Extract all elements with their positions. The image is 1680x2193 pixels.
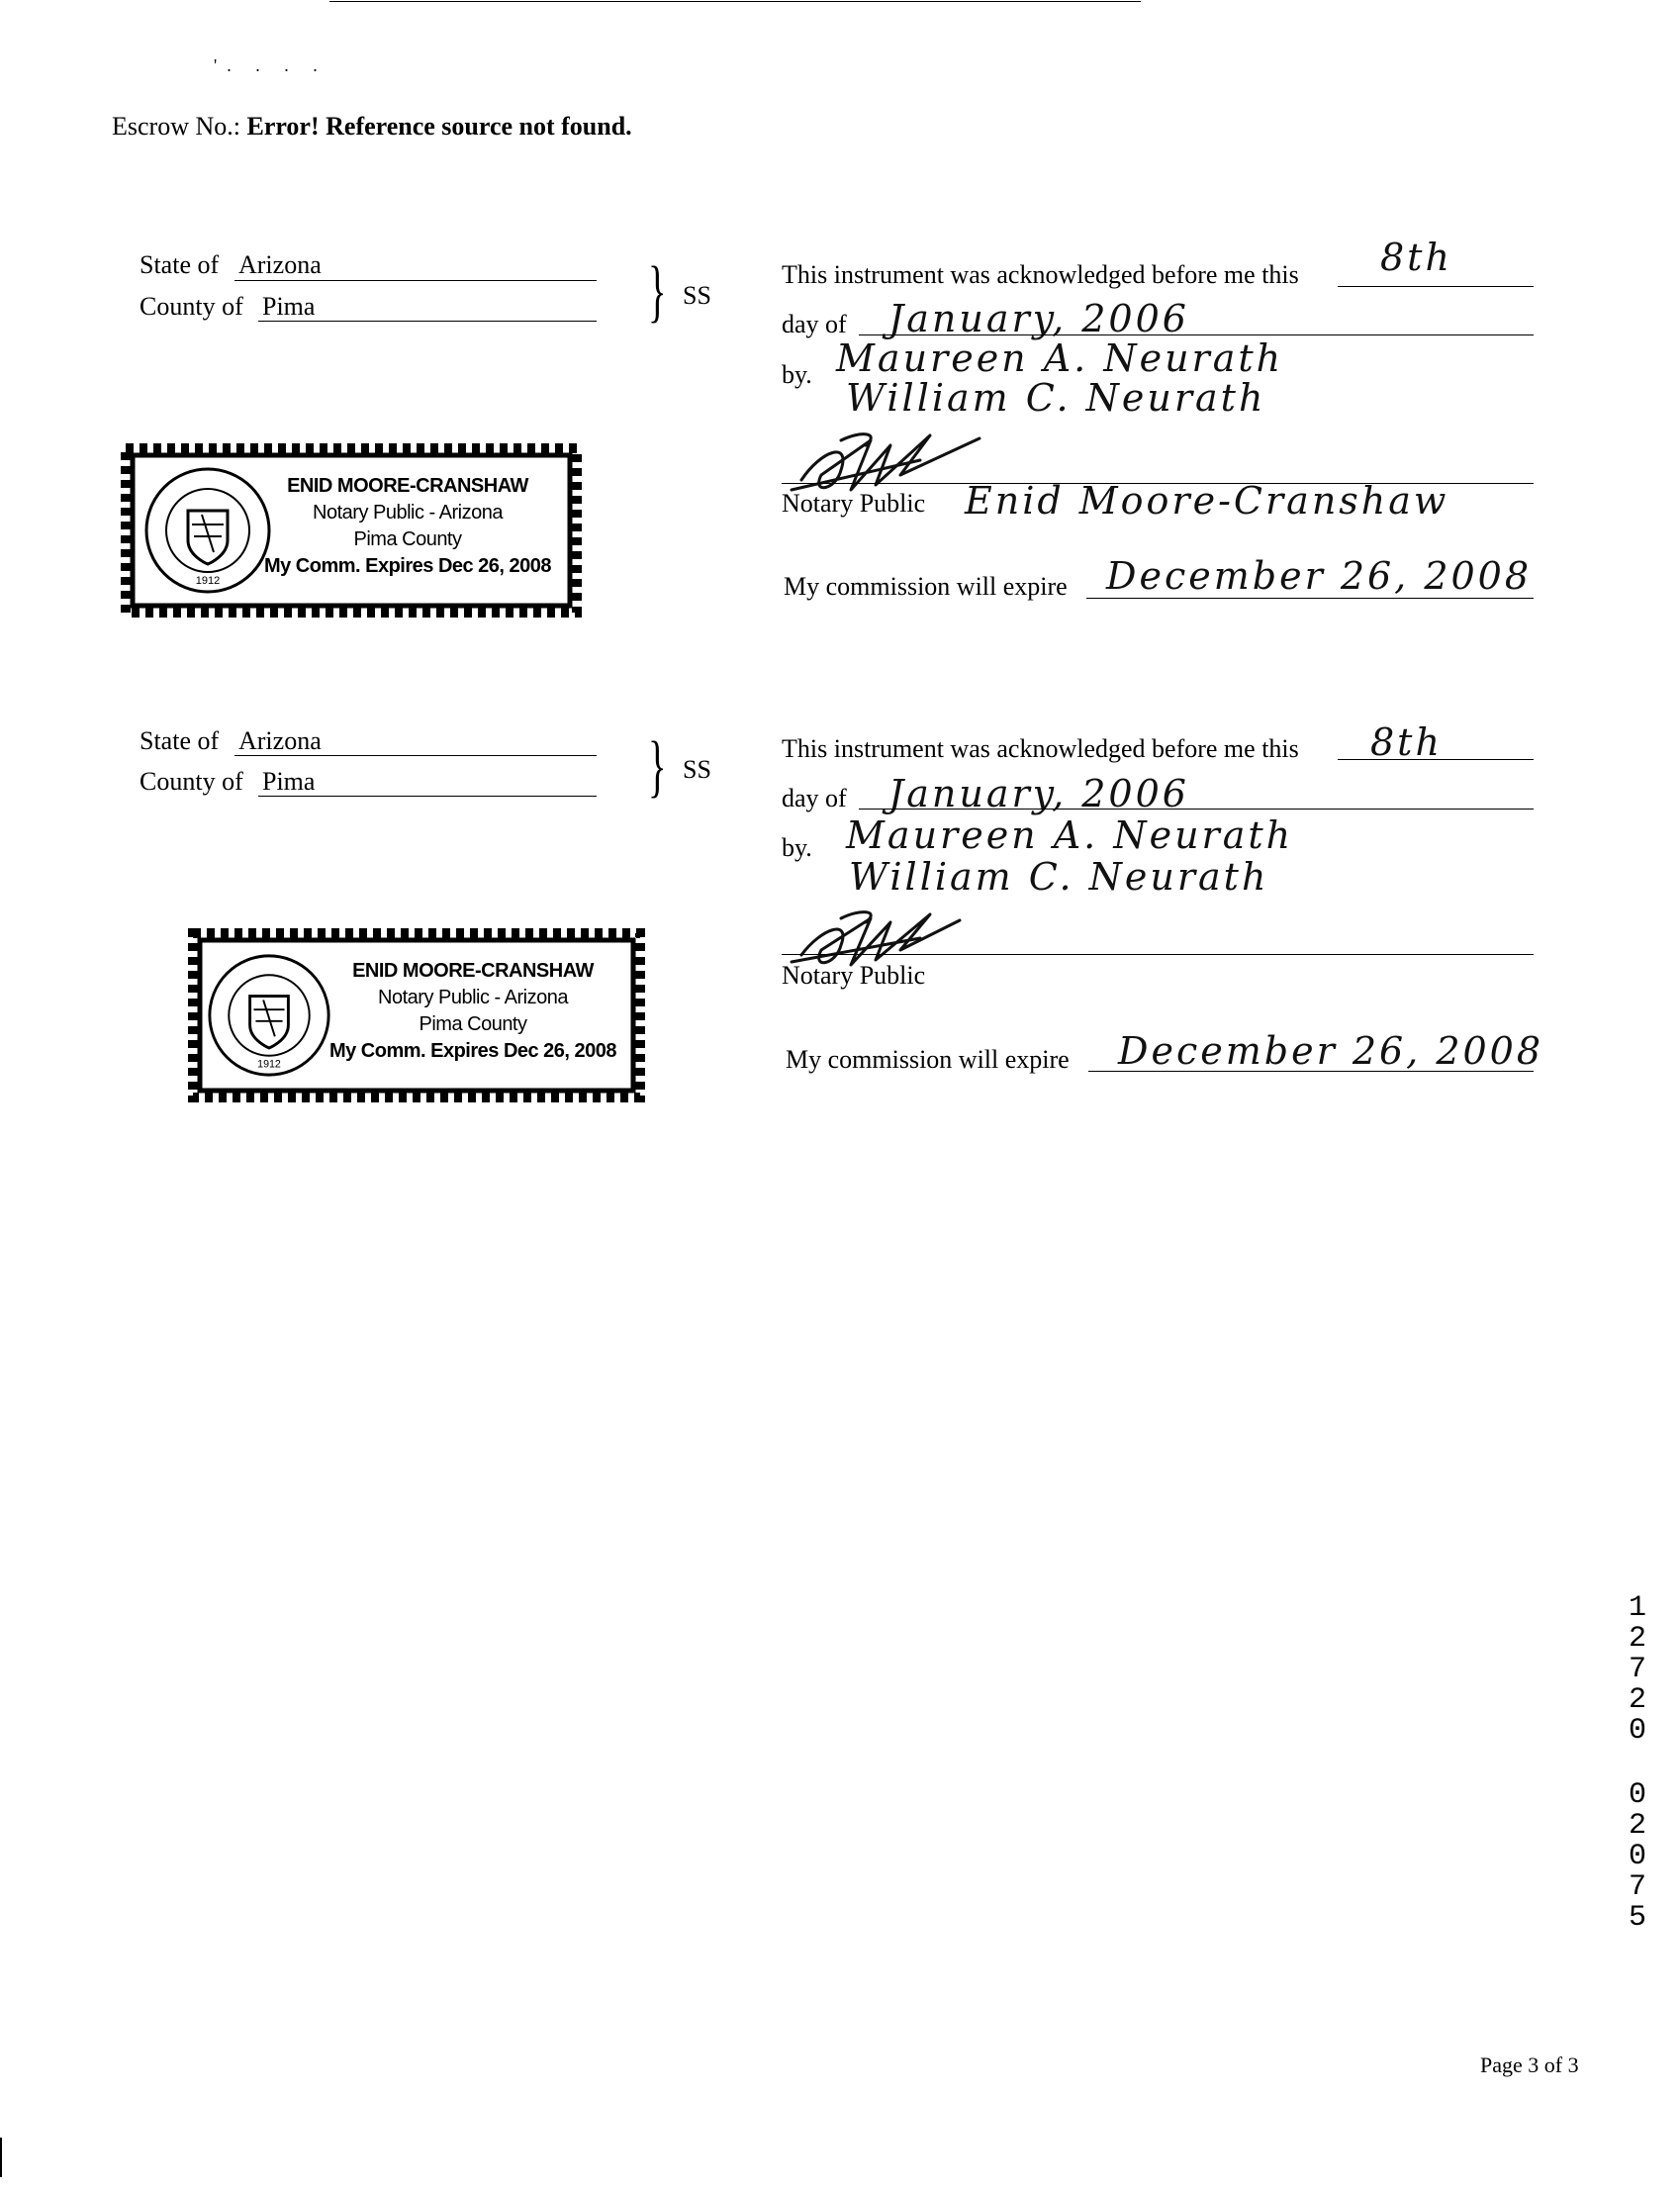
- stamp-county: Pima County: [419, 1013, 527, 1035]
- ack-day-underline: [1338, 286, 1534, 287]
- day-of-label: day of: [782, 310, 847, 338]
- state-label: State of: [140, 250, 220, 279]
- stamp-name: ENID MOORE-CRANSHAW: [352, 960, 594, 982]
- recording-digit: 1: [1628, 1591, 1646, 1625]
- recording-number: [1623, 1593, 1652, 1934]
- recording-digit: 2: [1628, 1683, 1646, 1717]
- county-label: County of: [140, 292, 243, 321]
- state-value: Arizona: [238, 726, 322, 755]
- recording-digit: 5: [1628, 1901, 1646, 1935]
- recording-digit: 0: [1628, 1778, 1646, 1812]
- county-value: Pima: [262, 292, 316, 321]
- state-seal-icon: [206, 952, 332, 1079]
- stamp-title: Notary Public - Arizona: [313, 502, 503, 524]
- county-underline: [258, 796, 597, 797]
- commission-underline: [1088, 1071, 1534, 1072]
- ack-text: This instrument was acknowledged before me this: [782, 260, 1299, 289]
- ss-label: SS: [683, 755, 711, 784]
- scan-edge-line: [329, 1, 1141, 2]
- notary-signature-line: [782, 954, 1534, 955]
- state-value: Arizona: [238, 250, 322, 279]
- scan-edge-mark: [0, 2138, 2, 2177]
- recording-digit: 7: [1628, 1870, 1646, 1904]
- commission-label: My commission will expire: [784, 572, 1068, 601]
- commission-label: My commission will expire: [786, 1045, 1070, 1074]
- day-of-handwritten: January, 2006: [888, 772, 1189, 815]
- commission-underline: [1086, 598, 1534, 599]
- state-label: State of: [140, 726, 220, 755]
- stamp-expires: My Comm. Expires Dec 26, 2008: [263, 555, 552, 577]
- ss-label: SS: [683, 281, 711, 310]
- recording-digit: 2: [1628, 1622, 1646, 1656]
- day-of-underline: [859, 809, 1534, 810]
- recording-digit: 0: [1628, 1840, 1646, 1873]
- county-value: Pima: [262, 767, 316, 796]
- commission-date-handwritten: December 26, 2008: [1106, 554, 1533, 598]
- escrow-value: Error! Reference source not found.: [246, 112, 632, 141]
- notary-public-label: Notary Public: [782, 961, 926, 990]
- by-name-2-handwritten: William C. Neurath: [849, 855, 1269, 899]
- ack-day-underline: [1338, 759, 1534, 760]
- stamp-name: ENID MOORE-CRANSHAW: [287, 475, 528, 497]
- brace: }: [648, 253, 667, 330]
- commission-date-handwritten: December 26, 2008: [1118, 1029, 1544, 1073]
- recording-digit: 2: [1628, 1809, 1646, 1843]
- by-name-1-handwritten: Maureen A. Neurath: [836, 336, 1284, 380]
- brace: }: [648, 728, 667, 805]
- day-of-underline: [859, 334, 1534, 335]
- stamp-title: Notary Public - Arizona: [378, 987, 568, 1008]
- notary-public-label: Notary Public: [782, 489, 926, 518]
- day-of-label: day of: [782, 784, 847, 812]
- escrow-header: [112, 112, 632, 142]
- escrow-label: Escrow No.:: [112, 112, 240, 141]
- by-name-2-handwritten: William C. Neurath: [846, 376, 1266, 420]
- seal-year: 1912: [195, 575, 221, 587]
- stamp-expires: My Comm. Expires Dec 26, 2008: [328, 1040, 617, 1062]
- county-label: County of: [140, 767, 243, 796]
- by-label: by.: [782, 833, 812, 862]
- county-underline: [258, 321, 597, 322]
- seal-year: 1912: [257, 1058, 281, 1071]
- state-underline: [234, 755, 597, 756]
- recording-digit: 7: [1628, 1653, 1646, 1686]
- day-of-handwritten: January, 2006: [888, 297, 1189, 340]
- by-name-1-handwritten: Maureen A. Neurath: [846, 813, 1294, 857]
- by-label: by.: [782, 360, 812, 389]
- notary-name-handwritten: Enid Moore-Cranshaw: [965, 479, 1449, 523]
- page-number: Page 3 of 3: [1480, 2052, 1579, 2077]
- stamp-county: Pima County: [353, 528, 462, 550]
- ack-day-handwritten: 8th: [1370, 720, 1443, 764]
- scan-specks: '. . . .: [214, 55, 327, 75]
- notary-stamp: [188, 928, 645, 1102]
- recording-digit: 0: [1628, 1714, 1646, 1748]
- state-underline: [234, 280, 597, 281]
- ack-day-handwritten: 8th: [1380, 236, 1452, 279]
- ack-text: This instrument was acknowledged before me this: [782, 734, 1299, 763]
- notary-stamp: [121, 443, 582, 618]
